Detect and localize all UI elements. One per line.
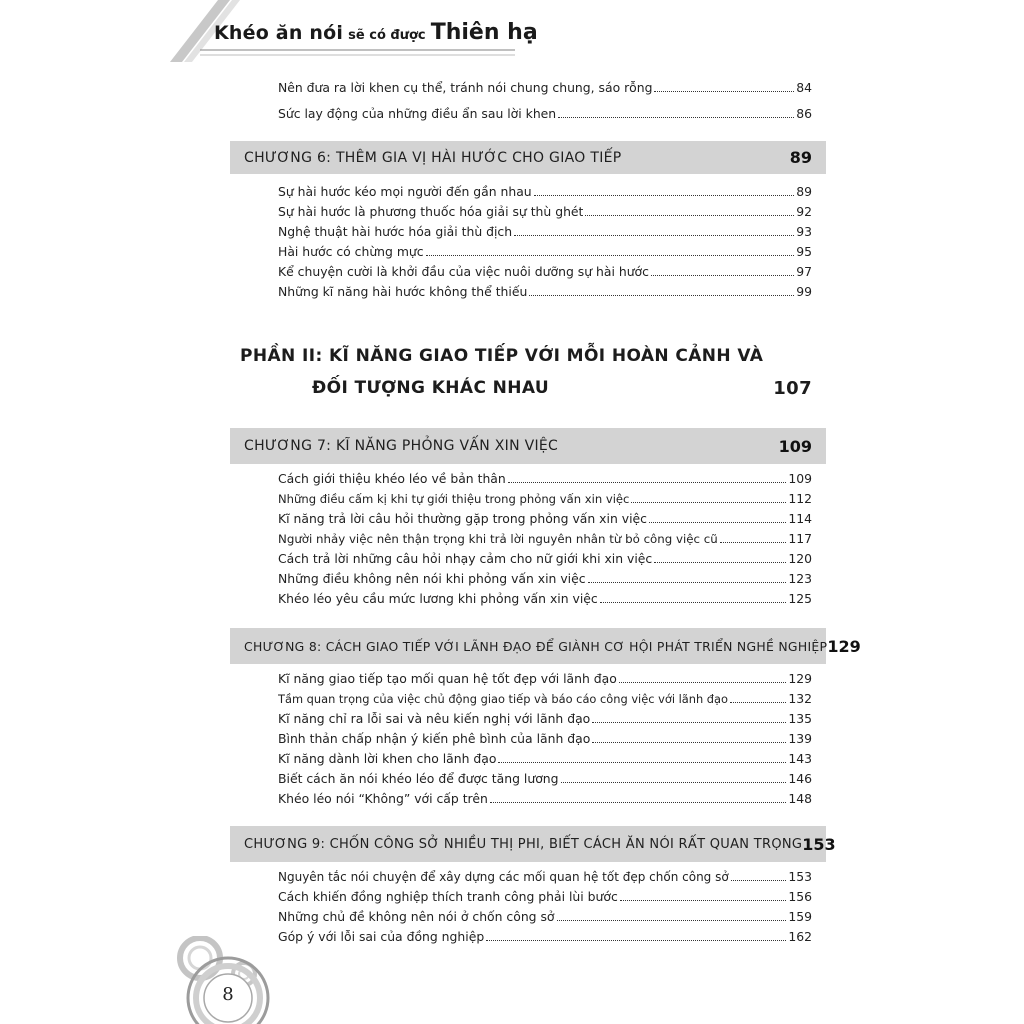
part-2-title-line1: PHẦN II: KĨ NĂNG GIAO TIẾP VỚI MỖI HOÀN CẢNH VÀ xyxy=(240,346,764,366)
book-title xyxy=(214,20,538,45)
toc-entry[interactable]: Nghệ thuật hài hước hóa giải thù địch 93 xyxy=(278,224,812,239)
toc-entry[interactable]: Kĩ năng dành lời khen cho lãnh đạo 143 xyxy=(278,751,812,766)
toc-entry[interactable]: Những kĩ năng hài hước không thể thiếu 99 xyxy=(278,284,812,299)
toc-entry[interactable]: Những điều cấm kị khi tự giới thiệu trong phỏng vấn xin việc 112 xyxy=(278,491,812,506)
toc-entry[interactable]: Sự hài hước là phương thuốc hóa giải sự thù ghét 92 xyxy=(278,204,812,219)
part-2-page: 107 xyxy=(773,378,812,399)
toc-entry[interactable]: Nên đưa ra lời khen cụ thể, tránh nói chung chung, sáo rỗng 84 xyxy=(278,80,812,95)
part-2-heading[interactable] xyxy=(240,346,812,399)
toc-entry[interactable]: Kĩ năng chỉ ra lỗi sai và nêu kiến nghị với lãnh đạo 135 xyxy=(278,711,812,726)
book-title-part1: Khéo ăn nói xyxy=(214,22,344,44)
chapter-8-section xyxy=(230,628,861,811)
toc-entry[interactable]: Khéo léo yêu cầu mức lương khi phỏng vấn xin việc 125 xyxy=(278,591,812,606)
toc-entry[interactable]: Sức lay động của những điều ẩn sau lời khen 86 xyxy=(278,106,812,121)
chapter-9-section xyxy=(230,826,836,949)
chapter-6-heading[interactable]: CHƯƠNG 6: THÊM GIA VỊ HÀI HƯỚC CHO GIAO TIẾP 89 xyxy=(230,141,826,174)
toc-entry[interactable]: Những chủ đề không nên nói ở chốn công sở 159 xyxy=(278,909,812,924)
chapter-7-section xyxy=(230,428,826,611)
chapter-8-heading[interactable]: CHƯƠNG 8: CÁCH GIAO TIẾP VỚI LÃNH ĐẠO ĐỂ GIÀNH CƠ HỘI PHÁT TRIỂN NGHỀ NGHIỆP 129 xyxy=(230,628,826,664)
toc-entry[interactable]: Sự hài hước kéo mọi người đến gần nhau 89 xyxy=(278,184,812,199)
chapter-6-section xyxy=(230,141,826,304)
toc-entry[interactable]: Góp ý với lỗi sai của đồng nghiệp 162 xyxy=(278,929,812,944)
toc-entry[interactable]: Người nhảy việc nên thận trọng khi trả lời nguyên nhân từ bỏ công việc cũ 117 xyxy=(278,531,812,546)
toc-entry[interactable]: Bình thản chấp nhận ý kiến phê bình của lãnh đạo 139 xyxy=(278,731,812,746)
book-title-part3: Thiên hạ xyxy=(430,20,538,45)
toc-entry[interactable]: Hài hước có chừng mực 95 xyxy=(278,244,812,259)
part-2-title-line2: ĐỐI TƯỢNG KHÁC NHAU xyxy=(312,378,550,398)
circles-decoration xyxy=(176,936,276,1024)
toc-entry[interactable]: Kĩ năng giao tiếp tạo mối quan hệ tốt đẹp với lãnh đạo 129 xyxy=(278,671,812,686)
toc-entry[interactable]: Cách giới thiệu khéo léo về bản thân 109 xyxy=(278,471,812,486)
toc-entry[interactable]: Biết cách ăn nói khéo léo để được tăng lương 146 xyxy=(278,771,812,786)
top-entries xyxy=(230,80,826,126)
page-number: 8 xyxy=(222,984,234,1005)
book-title-part2: sẽ có được xyxy=(348,28,426,43)
toc-entry[interactable]: Kĩ năng trả lời câu hỏi thường gặp trong phỏng vấn xin việc 114 xyxy=(278,511,812,526)
chapter-9-heading[interactable]: CHƯƠNG 9: CHỐN CÔNG SỞ NHIỀU THỊ PHI, BIẾT CÁCH ĂN NÓI RẤT QUAN TRỌNG 153 xyxy=(230,826,826,862)
toc-entry[interactable]: Nguyên tắc nói chuyện để xây dựng các mối quan hệ tốt đẹp chốn công sở 153 xyxy=(278,869,812,884)
toc-entry[interactable]: Những điều không nên nói khi phỏng vấn xin việc 123 xyxy=(278,571,812,586)
toc-entry[interactable]: Khéo léo nói “Không” với cấp trên 148 xyxy=(278,791,812,806)
toc-entry[interactable]: Cách trả lời những câu hỏi nhạy cảm cho nữ giới khi xin việc 120 xyxy=(278,551,812,566)
toc-entry[interactable]: Tầm quan trọng của việc chủ động giao tiếp và báo cáo công việc với lãnh đạo 132 xyxy=(278,691,812,706)
toc-entry[interactable]: Kể chuyện cười là khởi đầu của việc nuôi dưỡng sự hài hước 97 xyxy=(278,264,812,279)
toc-entry[interactable]: Cách khiến đồng nghiệp thích tranh công phải lùi bước 156 xyxy=(278,889,812,904)
chapter-7-heading[interactable]: CHƯƠNG 7: KĨ NĂNG PHỎNG VẤN XIN VIỆC 109 xyxy=(230,428,826,464)
